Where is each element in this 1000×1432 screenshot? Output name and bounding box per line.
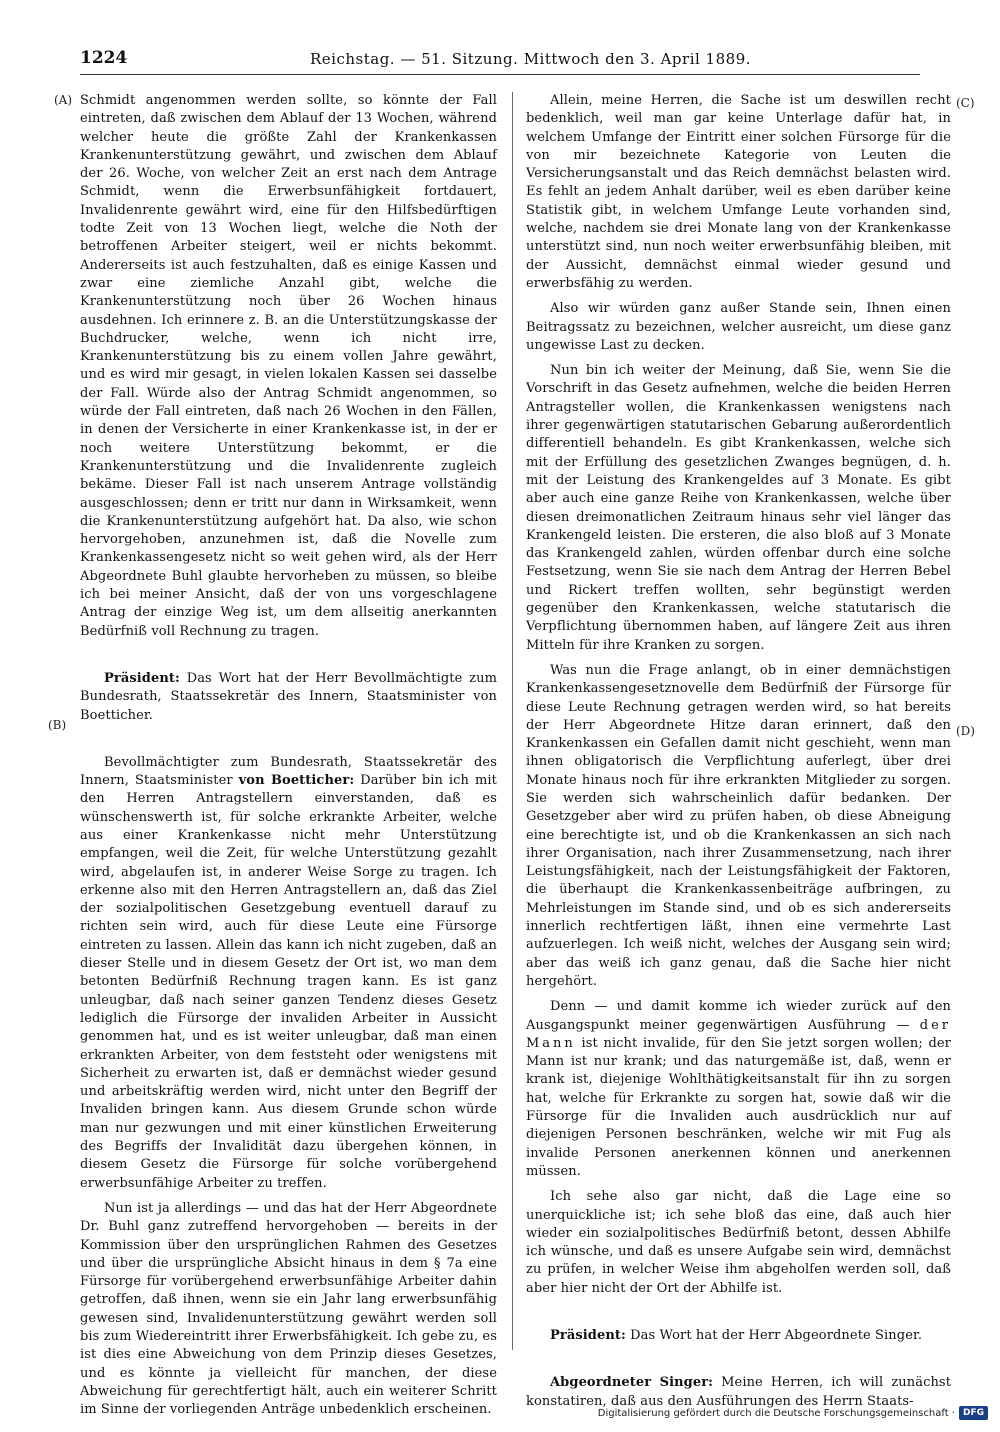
paragraph-5-start: Denn — und damit komme ich wieder zurück auf den Ausgangspunkt meiner gegenwärtigen Ausführung — bbox=[526, 999, 951, 1033]
dfg-logo: DFG bbox=[959, 1406, 988, 1420]
footer-text: Digitalisierung gefördert durch die Deutsche Forschungsgemeinschaft · bbox=[597, 1407, 955, 1419]
left-paragraph-boetticher bbox=[80, 754, 497, 1193]
margin-marker-c: (C) bbox=[956, 96, 975, 110]
column-divider bbox=[512, 92, 513, 1350]
right-column bbox=[526, 92, 952, 1409]
boetticher-intro: Bevollmächtigter zum Bundesrath, Staatssekretär des Innern, Staatsminister bbox=[80, 754, 497, 789]
margin-marker-b: (B) bbox=[48, 718, 67, 732]
speaker-singer: Abgeordneter Singer: bbox=[550, 1375, 714, 1391]
right-paragraph-6: Ich sehe also gar nicht, daß die Lage eine so unerquickliche ist; ich sehe bloß das eine, daß auch hier wieder ein sozialpolitisches Bedürfniß betont, dessen Abhilfe ich wünsche, und daß es unsere Aufgabe sein wird, demnächst zu prüfen, in welcher Weise ihm abgeholfen werden soll, daß aber hier nicht der Ort der Abhilfe ist. bbox=[526, 1189, 951, 1296]
right-paragraph-4: Was nun die Frage anlangt, ob in einer demnächstigen Krankenkassengesetznovelle dem Bedürfniß der Fürsorge für diese Leute Rechnung getragen werden wird, so hat bereits der Herr Abgeordnete Hitze daran erinnert, daß den Krankenkassen ein Gefallen damit nicht geschieht, wenn man ihnen obligatorisch die Verpflichtung auferlegt, über drei Monate hinaus noch für ihre erkrankten Mitglieder zu sorgen. Sie werden sich wahrscheinlich dafür bedanken. Der Gesetzgeber aber wird zu prüfen haben, ob diese Abneigung eine berechtigte ist, und ob die Krankenkassen an sich nach ihrer Organisation, nach ihrer Zusammensetzung, nach ihrer Leistungsfähigkeit, nach der Leistungsfähigkeit der Faktoren, die überhaupt die Krankenkassenbeiträge aufbringen, zu Mehrleistungen im Stande sind, und ob es sich andererseits innerlich rechtfertigen läßt, ihnen eine vermehrte Last aufzuerlegen. Ich weiß nicht, welches der Ausgang sein wird; aber das weiß ich ganz genau, daß die Sache hier nicht hergehört. bbox=[526, 662, 951, 989]
page-header bbox=[80, 44, 920, 75]
speaker-president-2: Präsident: bbox=[550, 1328, 626, 1343]
right-paragraph-2: Also wir würden ganz außer Stande sein, Ihnen einen Beitragssatz zu bezeichnen, welcher ausreicht, um diese ganz ungewisse Last zu decken. bbox=[526, 301, 951, 353]
left-paragraph-4: Nun ist ja allerdings — und das hat der Herr Abgeordnete Dr. Buhl ganz zutreffend hervorgehoben — bereits in der Kommission über den ursprünglichen Rahmen des Gesetzes und über die ursprüngliche Absicht hinaus in dem § 7a eine Fürsorge für vorübergehend erwerbsunfähige Arbeiter dahin getroffen, daß ihnen, wenn sie ein Jahr lang erwerbsunfähig gewesen sind, Invalidenunterstützung gewährt werden soll bis zum Wiedereintritt ihrer Erwerbsfähigkeit. Ich gebe zu, es ist dies eine Abweichung von dem Prinzip dieses Gesetzes, und es könnte ja vielleicht für manchen, der diese Abweichung für gerechtfertigt hält, auch ein weiterer Schritt im Sinne der vorliegenden Anträge unbedenklich erscheinen. bbox=[80, 1200, 497, 1418]
margin-marker-d: (D) bbox=[956, 724, 975, 738]
right-paragraph-1: Allein, meine Herren, die Sache ist um deswillen recht bedenklich, weil man gar keine Unterlage dafür hat, in welchem Umfange der Eintritt einer solchen Fürsorge für die von mir bezeichnete Kategorie von Leuten die Versicherungsanstalt und das Reich demnächst belasten wird. Es fehlt an jedem Anhalt darüber, weil es eben darüber keine Statistik gibt, in welchem Umfange Leute vorhanden sind, welche, nachdem sie drei Monate lang von der Krankenkasse unterstützt sind, nun noch weiter erwerbsunfähig bleiben, mit der Aussicht, demnächst einmal wieder gesund und erwerbsfähig zu werden. bbox=[526, 93, 951, 291]
left-column bbox=[80, 92, 498, 1418]
speaker-boetticher: von Boetticher: bbox=[238, 773, 355, 789]
left-paragraph-president bbox=[80, 670, 497, 725]
right-paragraph-president bbox=[526, 1327, 951, 1345]
margin-marker-a: (A) bbox=[54, 93, 73, 107]
right-paragraph-5 bbox=[526, 998, 951, 1181]
footer-credit bbox=[598, 1406, 988, 1420]
president-remark: Das Wort hat der Herr Bevollmächtigte zum Bundesrath, Staatssekretär des Innern, Staatsminister von Boetticher. bbox=[80, 670, 498, 723]
left-paragraph-1: Schmidt angenommen werden sollte, so könnte der Fall eintreten, daß zwischen dem Ablauf der 13 Wochen, während welcher heute die größte Zahl der Krankenkassen Krankenunterstützung gewährt, und zwischen dem Ablauf der 26. Woche, von welcher Zeit an erst nach dem Antrage Schmidt, wenn die Erwerbsunfähigkeit fortdauert, Invalidenrente gewährt wird, eine für den Hilfsbedürftigen todte Zeit von 13 Wochen liegt, welche die Noth der betroffenen Arbeiter steigert, weil er nichts bekommt. Andererseits ist auch festzuhalten, daß es einige Kassen und zwar eine ziemliche Anzahl gibt, welche die Krankenunterstützung noch über 26 Wochen hinaus ausdehnen. Ich erinnere z. B. an die Unterstützungskasse der Buchdrucker, welche, wenn ich nicht irre, Krankenunterstützung bis zu einem vollen Jahre gewährt, und es wird mir gesagt, in vielen lokalen Kassen sei dasselbe der Fall. Würde also der Antrag Schmidt angenommen, so würde der Fall eintreten, daß nach 26 Wochen in den Fällen, in denen der Versicherte in einer Krankenkasse ist, in der er noch weitere Unterstützung bekommt, er die Krankenunterstützung und die Invalidenrente zugleich bekäme. Dieser Fall ist nach unserem Antrage vollständig ausgeschlossen; denn er tritt nur dann in Wirksamkeit, wenn die Krankenunterstützung aufgehört hat. Da also, wie schon hervorgehoben, anzunehmen ist, daß die Novelle zum Krankenkassengesetz nicht so weit gehen wird, als der Herr Abgeordnete Buhl glaubte hervorheben zu müssen, so bleibe ich bei meiner Ansicht, daß der von uns vorgeschlagene Antrag der einzige Weg ist, um dem allseitig anerkannten Bedürfniß voll Rechnung zu tragen. bbox=[80, 93, 497, 639]
boetticher-speech: Darüber bin ich mit den Herren Antragstellern einverstanden, daß es wünschenswerth ist, für solche erkrankte Arbeiter, welche aus einer Krankenkasse nicht mehr Unterstützung empfangen, weil die Zeit, für welche Unterstützung gezahlt wird, abgelaufen ist, in anderer Weise Sorge zu tragen. Ich erkenne also mit den Herren Antragstellern an, daß das Ziel der sozialpolitischen Gesetzgebung eventuell darauf zu richten sein wird, auch für diese Leute eine Fürsorge eintreten zu lassen. Allein das kann ich nicht zugeben, daß an dieser Stelle und in diesem Gesetz der Ort ist, wo man dem betonten Bedürfniß Rechnung tragen kann. Es ist ganz unleugbar, daß nach seiner ganzen Tendenz dieses Gesetz lediglich die Fürsorge der invaliden Arbeiter in Aussicht genommen hat, und es ist weiter unleugbar, daß man einen erkrankten Arbeiter, von dem feststeht oder wenigstens mit Sicherheit zu erwarten ist, daß er demnächst wieder gesund und arbeitskräftig werden wird, nicht unter den Begriff der Invaliden bringen kann. Aus diesem Grunde schon würde man nur gezwungen und mit einer künstlichen Erweiterung des Begriffs der Invalidität dazu übergehen können, in diesem Gesetz die Fürsorge für solche vorübergehend erwerbsunfähige Arbeiter zu treffen. bbox=[80, 773, 497, 1191]
singer-speech: Meine Herren, ich will zunächst konstatiren, daß aus den Ausführungen des Herrn Staats- bbox=[526, 1375, 952, 1409]
right-paragraph-3: Nun bin ich weiter der Meinung, daß Sie, wenn Sie die Vorschrift in das Gesetz aufnehmen, welche die beiden Herren Antragsteller wollen, die Krankenkassen wenigstens nach ihrer gegenwärtigen statutarischen Gebarung außerordentlich differentiell behandeln. Es gibt Krankenkassen, welche sich mit der Erfüllung des gesetzlichen Zwanges begnügen, d. h. mit der Leistung des Krankengeldes auf 3 Monate. Es gibt aber auch eine ganze Reihe von Krankenkassen, welche über diesen dreimonatlichen Zeitraum hinaus sehr viel länger das Krankengeld leisten. Die ersteren, die also bloß auf 3 Monate das Krankengeld zahlen, würden offenbar durch eine solche Festsetzung, wenn Sie sie nach dem Antrag der Herren Bebel und Rickert treffen wollten, sehr begünstigt werden gegenüber den Krankenkassen, welche statutarisch die Verpflichtung übernommen haben, auf längere Zeit aus ihren Mitteln für ihre Kranken zu sorgen. bbox=[526, 363, 951, 653]
speaker-president: Präsident: bbox=[104, 670, 180, 686]
paragraph-5-end: ist nicht invalide, für den Sie jetzt sorgen wollen; der Mann ist nur krank; und das naturgemäße ist, daß, wenn er krank ist, diejenige Wohlthätigkeitsanstalt für ihn zu sorgen hat, welche für Erkrankte zu sorgen hat, sowie daß wir die Fürsorge für die Invaliden auch ausdrücklich nur auf diejenigen Personen beschränken, welche wir mit Fug als invalide Personen anerkennen können und anerkennen müssen. bbox=[526, 1035, 952, 1179]
running-head: Reichstag. — 51. Sitzung. Mittwoch den 3. April 1889. bbox=[310, 50, 751, 68]
paragraph-5-emphasis: der Mann bbox=[526, 1017, 952, 1051]
page-number: 1224 bbox=[80, 48, 128, 68]
president-remark-2: Das Wort hat der Herr Abgeordnete Singer. bbox=[630, 1328, 923, 1343]
